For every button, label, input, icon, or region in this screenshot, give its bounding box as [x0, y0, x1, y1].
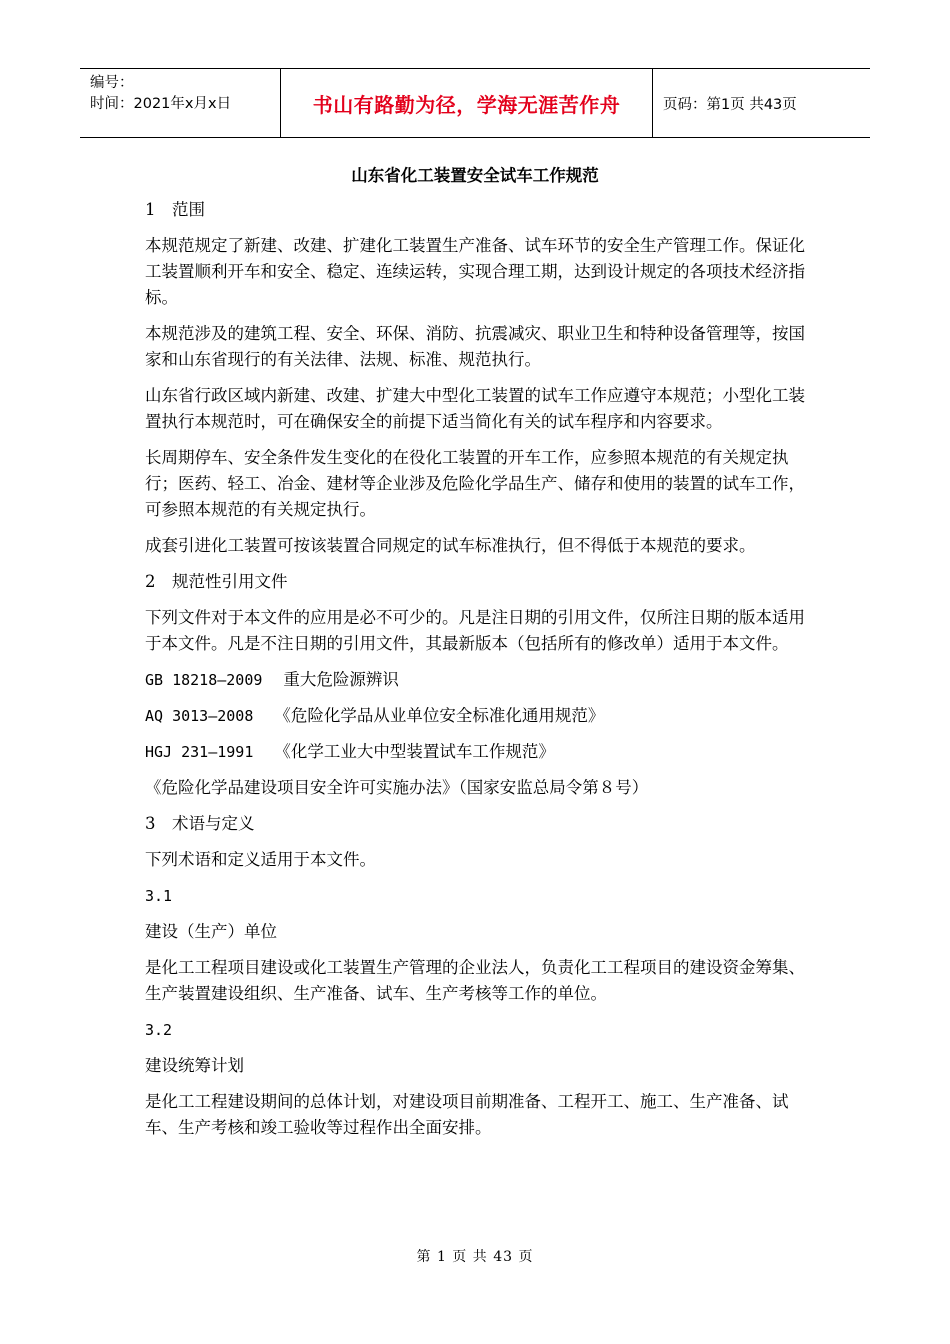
term-name: 建设统筹计划: [145, 1056, 244, 1075]
reference-title: 《危险化学品从业单位安全标准化通用规范》: [274, 706, 605, 725]
reference-title: 《化学工业大中型装置试车工作规范》: [274, 742, 555, 761]
reference-item: [145, 739, 813, 765]
term-definition: 是化工工程建设期间的总体计划，对建设项目前期准备、工程开工、施工、生产准备、试车、生产考核和竣工验收等过程作出全面安排。: [145, 1092, 789, 1137]
term-number: 3.1: [145, 887, 173, 905]
paragraph: 下列术语和定义适用于本文件。: [145, 850, 376, 869]
reference-title: 重大危险源辨识: [283, 670, 399, 689]
reference-code: GB 18218—2009: [145, 671, 263, 689]
paragraph: 长周期停车、安全条件发生变化的在役化工装置的开车工作，应参照本规范的有关规定执行；医药、轻工、冶金、建材等企业涉及危险化学品生产、储存和使用的装置的试车工作，可参照本规范的有关规定执行。: [145, 448, 805, 519]
paragraph: 成套引进化工装置可按该装置合同规定的试车标准执行，但不得低于本规范的要求。: [145, 536, 756, 555]
reference-item: [145, 703, 813, 729]
reference-code: AQ 3013—2008: [145, 707, 254, 725]
reference-item: [145, 667, 813, 693]
section-heading-scope: 1 范围: [145, 200, 205, 219]
term-number: 3.2: [145, 1021, 173, 1039]
paragraph: 本规范规定了新建、改建、扩建化工装置生产准备、试车环节的安全生产管理工作。保证化工装置顺利开车和安全、稳定、连续运转，实现合理工期，达到设计规定的各项技术经济指标。: [145, 236, 805, 307]
document-body: [145, 197, 813, 1151]
document-number: 编号：: [90, 75, 134, 91]
document-time: 时间：2021年x月x日: [90, 96, 232, 112]
header-motto: 书山有路勤为径，学海无涯苦作舟: [280, 69, 653, 137]
paragraph: 本规范涉及的建筑工程、安全、环保、消防、抗震减灾、职业卫生和特种设备管理等，按国家和山东省现行的有关法律、法规、标准、规范执行。: [145, 324, 805, 369]
paragraph: 下列文件对于本文件的应用是必不可少的。凡是注日期的引用文件，仅所注日期的版本适用于本文件。凡是不注日期的引用文件，其最新版本（包括所有的修改单）适用于本文件。: [145, 608, 805, 653]
paragraph: 山东省行政区域内新建、改建、扩建大中型化工装置的试车工作应遵守本规范；小型化工装置执行本规范时，可在确保安全的前提下适当简化有关的试车程序和内容要求。: [145, 386, 805, 431]
page-header: [80, 68, 870, 138]
reference-item: 《危险化学品建设项目安全许可实施办法》（国家安监总局令第８号）: [145, 778, 649, 797]
document-title: 山东省化工装置安全试车工作规范: [351, 166, 599, 185]
term-name: 建设（生产）单位: [145, 922, 277, 941]
section-heading-references: 2 规范性引用文件: [145, 572, 288, 591]
header-meta: [80, 69, 280, 137]
term-definition: 是化工工程项目建设或化工装置生产管理的企业法人，负责化工工程项目的建设资金筹集、生产装置建设组织、生产准备、试车、生产考核等工作的单位。: [145, 958, 805, 1003]
section-heading-terms: 3 术语与定义: [145, 814, 255, 833]
reference-code: HGJ 231—1991: [145, 743, 254, 761]
header-page-info: 页码：第1页 共43页: [663, 96, 797, 113]
page-footer: 第 1 页 共 43 页: [416, 1249, 534, 1265]
